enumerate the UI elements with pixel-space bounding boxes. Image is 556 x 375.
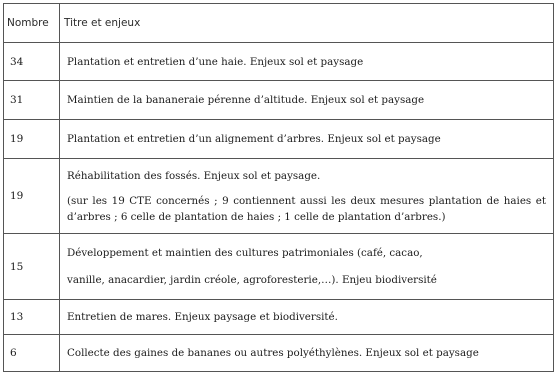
measures-table	[3, 3, 554, 372]
row-title: Collecte des gaines de bananes ou autres polyéthylènes. Enjeux sol et paysage	[60, 335, 554, 372]
table-row	[4, 120, 554, 159]
header-count: Nombre	[4, 4, 60, 43]
row-title: Plantation et entretien d’une haie. Enjeux sol et paysage	[60, 43, 554, 81]
table-row	[4, 159, 554, 234]
row-count: 6	[4, 335, 60, 372]
table-row	[4, 81, 554, 120]
table-row	[4, 300, 554, 335]
table-row	[4, 335, 554, 372]
row-title: Plantation et entretien d’un alignement d’arbres. Enjeux sol et paysage	[60, 120, 554, 159]
row-title-cell	[60, 159, 554, 234]
row-count: 34	[4, 43, 60, 81]
row-title-line-1: Développement et maintien des cultures patrimoniales (café, cacao,	[67, 247, 423, 259]
row-count: 19	[4, 120, 60, 159]
row-count: 19	[4, 159, 60, 234]
table-row	[4, 43, 554, 81]
row-title-cell	[60, 234, 554, 300]
row-count: 15	[4, 234, 60, 300]
table-header-row	[4, 4, 554, 43]
row-title-line-2: vanille, anacardier, jardin créole, agroforesterie,…). Enjeu biodiversité	[67, 274, 437, 286]
row-count: 13	[4, 300, 60, 335]
row-title: Réhabilitation des fossés. Enjeux sol et paysage.	[67, 169, 321, 182]
header-title: Titre et enjeux	[60, 4, 554, 43]
row-title: Maintien de la bananeraie pérenne d’altitude. Enjeux sol et paysage	[60, 81, 554, 120]
table-row	[4, 234, 554, 300]
row-note: (sur les 19 CTE concernés ; 9 contiennent aussi les deux mesures plantation de haies et d’arbres ; 6 celle de plantation de haies ; 1 celle de plantation d’arbres.)	[67, 194, 546, 223]
row-count: 31	[4, 81, 60, 120]
row-title: Entretien de mares. Enjeux paysage et biodiversité.	[60, 300, 554, 335]
